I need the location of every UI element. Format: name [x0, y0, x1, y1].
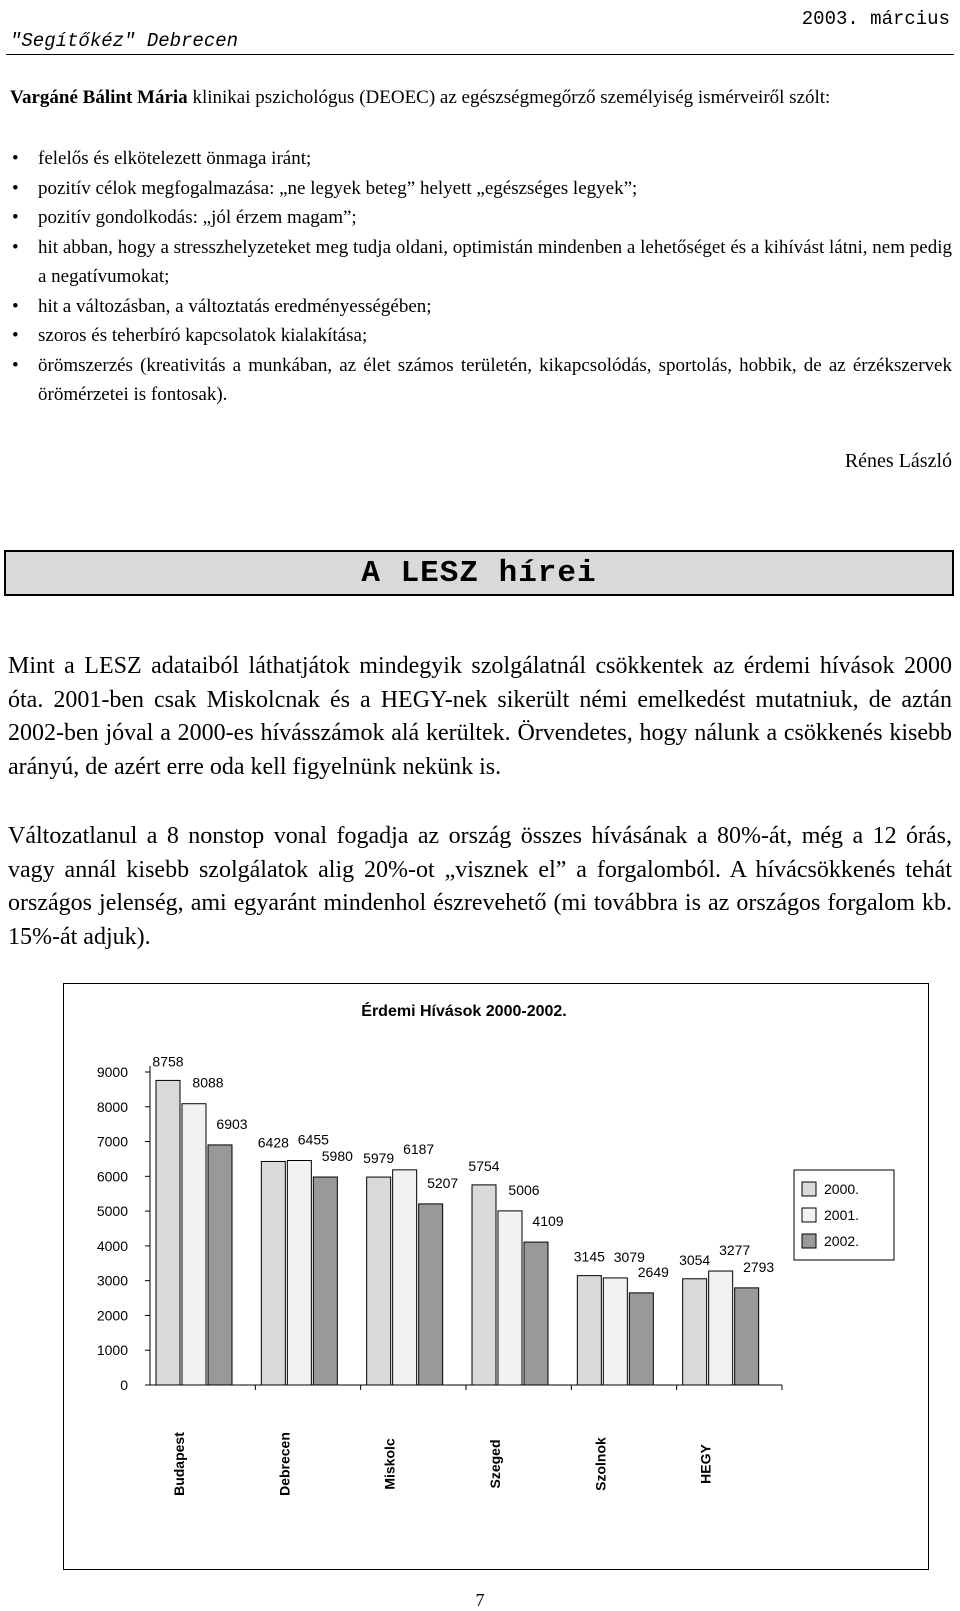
bar: [498, 1211, 522, 1385]
data-label: 6187: [403, 1140, 435, 1157]
y-tick-label: 0: [120, 1377, 128, 1393]
y-tick-label: 9000: [96, 1064, 128, 1080]
data-label: 8758: [152, 1053, 184, 1070]
calls-chart: [63, 983, 929, 1570]
intro-rest: klinikai pszichológus (DEOEC) az egészségmegőrző személyiség ismérveiről szólt:: [187, 87, 831, 108]
bar: [367, 1177, 391, 1385]
author-signature: Rénes László: [844, 450, 952, 472]
bullet-icon: •: [12, 177, 19, 199]
speaker-name: Vargáné Bálint Mária: [10, 87, 188, 108]
data-label: 5207: [427, 1174, 459, 1191]
bar: [313, 1177, 337, 1385]
y-tick-label: 3000: [96, 1272, 128, 1289]
data-label: 5979: [363, 1150, 395, 1167]
y-tick-label: 1000: [96, 1342, 128, 1359]
x-tick-label: Szolnok: [592, 1437, 609, 1491]
data-label: 8088: [192, 1074, 224, 1091]
x-tick-label: Szeged: [487, 1439, 503, 1489]
legend-swatch: [802, 1208, 816, 1222]
page-number: 7: [475, 1590, 485, 1610]
x-tick-label: Debrecen: [276, 1432, 293, 1496]
data-label: 4109: [532, 1213, 564, 1230]
chart-canvas: [64, 984, 928, 1569]
header-organization: "Segítőkéz" Debrecen: [10, 30, 239, 52]
bullet-icon: •: [12, 325, 19, 346]
list-item: • szoros és teherbíró kapcsolatok kialakítása;: [10, 321, 952, 351]
list-item: • örömszerzés (kreativitás a munkában, az élet számos területén, kikapcsolódás, sportolás, hobbik, de az érzékszervek örömérzetei is fontosak).: [10, 351, 952, 410]
data-label: 5980: [321, 1148, 353, 1165]
y-tick-label: 4000: [96, 1237, 128, 1254]
y-tick-label: 7000: [96, 1133, 128, 1150]
y-tick-label: 6000: [96, 1168, 128, 1185]
x-tick-label: HEGY: [697, 1444, 714, 1484]
bar: [182, 1104, 206, 1385]
header-date: 2003. március: [801, 8, 950, 30]
bar: [683, 1279, 707, 1385]
data-label: 3054: [679, 1251, 711, 1268]
page-header: [6, 4, 954, 55]
bar: [287, 1161, 311, 1385]
bar: [419, 1204, 443, 1385]
list-item: • pozitív célok megfogalmazása: „ne legyek beteg” helyett „egészséges legyek”;: [10, 174, 952, 204]
trait-list: [10, 144, 952, 410]
list-item: • pozitív gondolkodás: „jól érzem magam”;: [10, 203, 952, 233]
legend-label: 2001.: [824, 1207, 860, 1223]
data-label: 5006: [508, 1181, 540, 1198]
bar: [629, 1293, 653, 1385]
legend-swatch: [802, 1234, 816, 1248]
legend-swatch: [802, 1182, 816, 1196]
y-tick-label: 2000: [96, 1307, 128, 1324]
data-label: 6903: [216, 1115, 248, 1132]
bullet-icon: •: [12, 295, 19, 317]
paragraph: Mint a LESZ adataiból láthatjátok mindegyik szolgálatnál csökkentek az érdemi hívások 2000 óta. 2001-ben csak Miskolcnak és a HEGY-nek sikerült némi emelkedést mutatniuk, de aztán 2002-ben jóval a 2000-es hívásszámok alá kerültek. Örvendetes, hogy nálunk a csökkenés kisebb arányú, de azért erre oda kell figyelnünk nekünk is.: [8, 653, 952, 780]
paragraph: Változatlanul a 8 nonstop vonal fogadja az ország összes hívásának a 80%-át, még a 12 órás, vagy annál kisebb szolgálatok alig 20%-ot „visznek el” a forgalomból. A hívácsökkenés tehát országos jelenség, ami egyaránt mindenhol észrevehető (mi továbbra is az országos forgalom kb. 15%-át adjuk).: [8, 823, 952, 950]
intro-text: [10, 84, 950, 112]
bar: [208, 1145, 232, 1385]
bar: [577, 1276, 601, 1385]
bullet-icon: •: [12, 354, 19, 376]
data-label: 3277: [719, 1242, 751, 1259]
bar: [472, 1185, 496, 1385]
bar: [735, 1288, 759, 1385]
data-label: 6428: [257, 1134, 289, 1151]
data-label: 3145: [573, 1248, 605, 1265]
list-item: • hit abban, hogy a stresszhelyzeteket meg tudja oldani, optimistán mindenben a lehetőséget és a kihívást látni, nem pedig a negatívumokat;: [10, 233, 952, 292]
data-label: 5754: [468, 1157, 500, 1174]
data-label: 2793: [743, 1258, 775, 1275]
data-label: 6455: [297, 1131, 329, 1148]
x-tick-label: Budapest: [171, 1432, 187, 1496]
bar: [709, 1271, 733, 1385]
bullet-icon: •: [12, 207, 19, 228]
section-title: A LESZ hírei: [361, 555, 597, 591]
legend-label: 2002.: [824, 1233, 860, 1249]
bar: [156, 1080, 180, 1385]
bullet-icon: •: [12, 236, 19, 258]
list-item: • hit a változásban, a változtatás eredményességében;: [10, 292, 952, 322]
section-banner: [4, 550, 954, 596]
bar: [393, 1170, 417, 1385]
x-tick-label: Miskolc: [381, 1438, 398, 1490]
bar: [524, 1242, 548, 1385]
data-label: 3079: [613, 1248, 645, 1265]
legend-label: 2000.: [824, 1181, 860, 1197]
bar: [261, 1161, 285, 1385]
list-item: • felelős és elkötelezett önmaga iránt;: [10, 144, 952, 174]
chart-title: Érdemi Hívások 2000-2002.: [361, 1003, 567, 1020]
bar: [603, 1278, 627, 1385]
y-tick-label: 5000: [96, 1203, 128, 1220]
bullet-icon: •: [12, 148, 19, 169]
y-tick-label: 8000: [96, 1098, 128, 1115]
data-label: 2649: [637, 1263, 669, 1280]
